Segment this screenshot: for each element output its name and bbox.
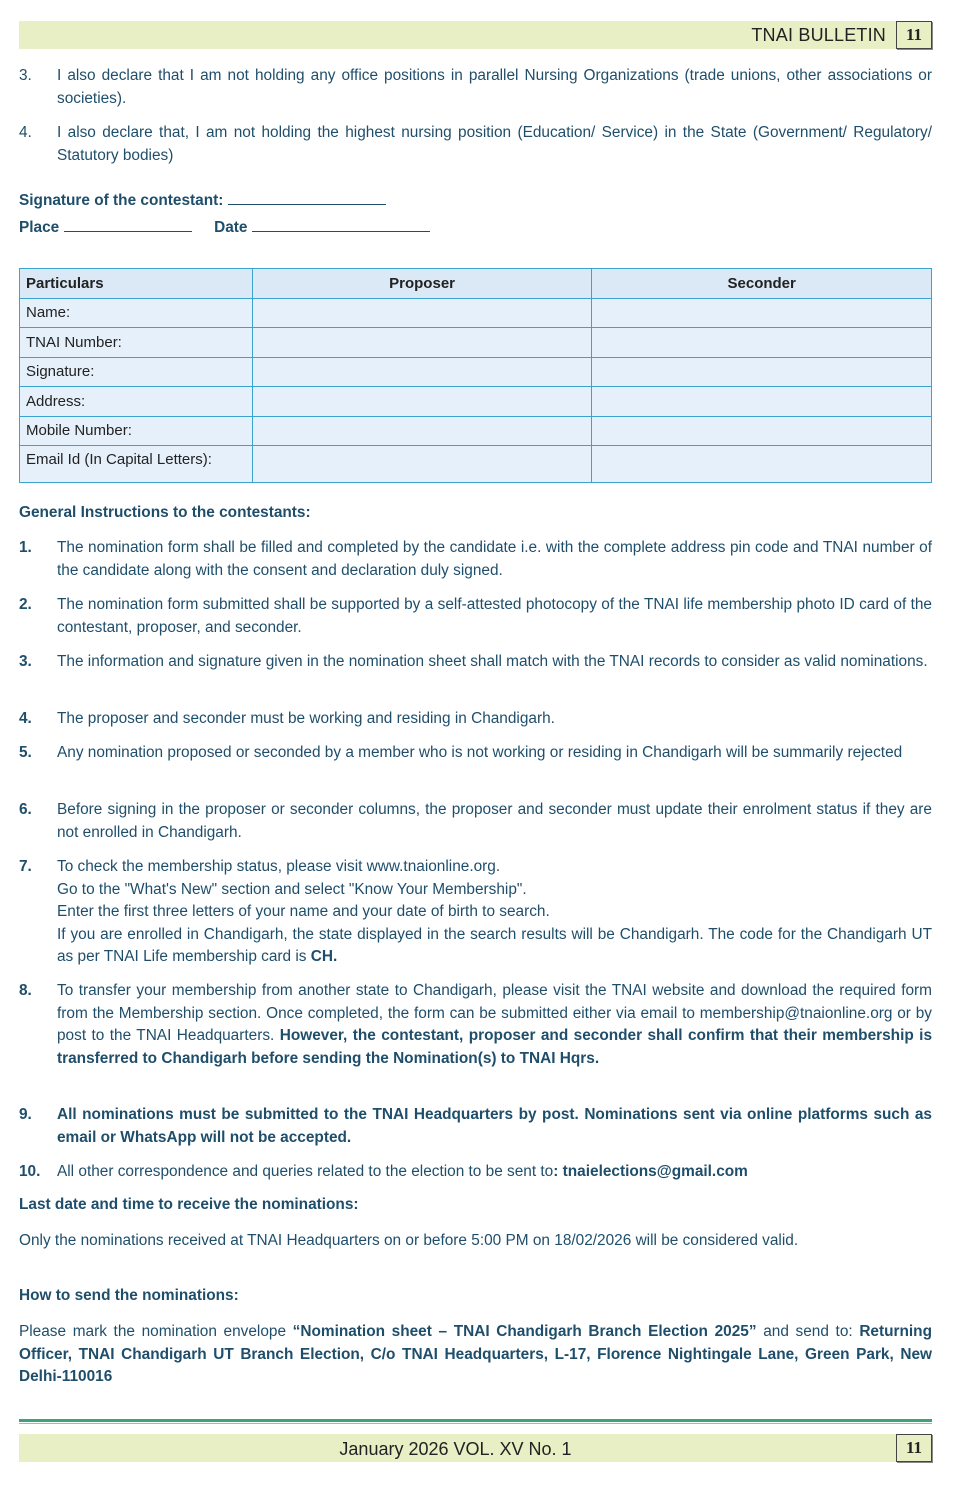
column-header-proposer: Proposer (252, 269, 592, 299)
instruction-text: Before signing in the proposer or seconder columns, the proposer and seconder must update their enrolment status if they are not enrolled in Chandigarh. (57, 801, 932, 841)
instruction-item (19, 742, 932, 765)
contestant-signature-label: Signature of the contestant: (19, 192, 224, 209)
instruction-text: The nomination form submitted shall be supported by a self-attested photocopy of the TNAI life membership photo ID card of the contestant, proposer, and seconder. (57, 596, 932, 636)
instruction-number: 6. (19, 801, 32, 818)
declaration-text: I also declare that I am not holding any office positions in parallel Nursing Organizations (trade unions, other associations or societies). (57, 67, 932, 107)
returning-officer-address: Returning Officer, TNAI Chandigarh UT Branch Election, C/o TNAI Headquarters, L-17, Florence Nightingale Lane, Green Park, New Delhi-110016 (19, 1323, 932, 1385)
seconder-cell[interactable] (592, 446, 932, 483)
instruction-number: 3. (19, 653, 32, 670)
proposer-seconder-table (19, 268, 932, 483)
header-band (19, 21, 932, 49)
date-label: Date (214, 219, 248, 236)
instruction-text: Any nomination proposed or seconded by a member who is not working or residing in Chandigarh will be summarily rejected (57, 744, 903, 761)
declaration-item (19, 122, 932, 167)
footer-band (19, 1434, 932, 1462)
table-row (20, 328, 932, 358)
table-row (20, 298, 932, 328)
proposer-cell[interactable] (252, 357, 592, 387)
publication-title: TNAI BULLETIN (751, 25, 886, 45)
table-row (20, 387, 932, 417)
membership-check-line: To check the membership status, please visit www.tnaionline.org. (57, 858, 501, 875)
instruction-number: 1. (19, 539, 32, 556)
instruction-text: The information and signature given in the nomination sheet shall match with the TNAI records to consider as valid nominations. (57, 653, 928, 670)
declaration-number: 4. (19, 124, 32, 141)
instruction-item (19, 856, 932, 969)
send-to-text: and send to: (756, 1323, 853, 1340)
declaration-number: 3. (19, 67, 32, 84)
instruction-number: 4. (19, 710, 32, 727)
transfer-bold-note: However, the contestant, proposer and seconder shall confirm that their membership is transferred to Chandigarh before sending the Nomination(s) to TNAI Hqrs. (57, 1027, 933, 1067)
correspondence-text: All other correspondence and queries related to the election to be sent to (57, 1163, 554, 1180)
date-field[interactable] (252, 218, 430, 232)
place-date-line (19, 218, 430, 237)
table-row (20, 357, 932, 387)
row-label: Address: (20, 387, 253, 417)
last-date-text: Only the nominations received at TNAI Headquarters on or before 5:00 PM on 18/02/2026 will be considered valid. (19, 1232, 799, 1249)
instruction-number: 7. (19, 858, 32, 875)
instruction-text (57, 980, 932, 1070)
instruction-number: 10. (19, 1163, 41, 1180)
membership-check-line: Enter the first three letters of your name and your date of birth to search. (57, 903, 550, 920)
instructions-heading: General Instructions to the contestants: (19, 504, 311, 521)
place-field[interactable] (64, 218, 192, 232)
row-label: TNAI Number: (20, 328, 253, 358)
instruction-number: 5. (19, 744, 32, 761)
instruction-item (19, 1104, 932, 1149)
proposer-cell[interactable] (252, 328, 592, 358)
instruction-text: All nominations must be submitted to the TNAI Headquarters by post. Nominations sent via online platforms such as email or WhatsApp will not be accepted. (57, 1106, 932, 1146)
table-row (20, 446, 932, 483)
instruction-number: 8. (19, 982, 32, 999)
membership-check-line: Go to the "What's New" section and select "Know Your Membership". (57, 880, 527, 898)
row-label: Signature: (20, 357, 253, 387)
instruction-item (19, 980, 932, 1070)
instruction-item (19, 594, 932, 639)
row-label: Mobile Number: (20, 416, 253, 446)
contestant-signature-line (19, 191, 386, 210)
proposer-cell[interactable] (252, 416, 592, 446)
issue-info: January 2026 VOL. XV No. 1 (339, 1439, 572, 1459)
last-date-heading: Last date and time to receive the nominations: (19, 1196, 359, 1213)
instruction-item (19, 537, 932, 582)
envelope-instruction: Please mark the nomination envelope (19, 1323, 293, 1340)
table-header-row (20, 269, 932, 299)
how-to-send-heading: How to send the nominations: (19, 1287, 239, 1304)
instruction-item (19, 708, 932, 731)
place-label: Place (19, 219, 60, 236)
column-header-seconder: Seconder (592, 269, 932, 299)
seconder-cell[interactable] (592, 328, 932, 358)
proposer-cell[interactable] (252, 446, 592, 483)
instruction-text (57, 1161, 932, 1184)
proposer-cell[interactable] (252, 298, 592, 328)
election-email-link[interactable]: : tnaielections@gmail.com (553, 1163, 748, 1180)
column-header-particulars: Particulars (20, 269, 253, 299)
transfer-text: To transfer your membership from another state to Chandigarh, please visit the TNAI website and download the required form from the Membership section. Once completed, the form can be submitted either via email to membership@tnaionline.org or by post to the TNAI Headquarters. (57, 982, 932, 1044)
instruction-text: The proposer and seconder must be working and residing in Chandigarh. (57, 710, 555, 727)
seconder-cell[interactable] (592, 298, 932, 328)
instruction-text: The nomination form shall be filled and completed by the candidate i.e. with the complete address pin code and TNAI number of the candidate along with the consent and declaration duly signed. (57, 539, 932, 579)
row-label: Email Id (In Capital Letters): (20, 446, 253, 483)
contestant-signature-field[interactable] (228, 191, 386, 205)
instruction-text (57, 856, 932, 969)
proposer-cell[interactable] (252, 387, 592, 417)
instruction-item (19, 1161, 932, 1184)
envelope-label: “Nomination sheet – TNAI Chandigarh Branch Election 2025” (292, 1323, 757, 1340)
seconder-cell[interactable] (592, 357, 932, 387)
seconder-cell[interactable] (592, 416, 932, 446)
footer-page-number-badge: 11 (896, 1434, 932, 1462)
instruction-number: 9. (19, 1106, 32, 1123)
membership-check-text: If you are enrolled in Chandigarh, the state displayed in the search results will be Chandigarh. The code for the Chandigarh UT as per TNAI Life membership card is (57, 925, 932, 965)
instruction-item (19, 799, 932, 844)
seconder-cell[interactable] (592, 387, 932, 417)
instruction-item (19, 651, 932, 674)
declaration-item (19, 65, 932, 110)
table-row (20, 416, 932, 446)
how-to-send-text (19, 1321, 932, 1389)
footer-divider-thin (19, 1423, 932, 1424)
row-label: Name: (20, 298, 253, 328)
page-number-badge: 11 (896, 21, 932, 49)
declaration-text: I also declare that, I am not holding the highest nursing position (Education/ Service) in the State (Government/ Regulatory/ Statutory bodies) (57, 124, 932, 164)
footer-divider (19, 1419, 932, 1422)
membership-check-line (57, 924, 932, 969)
instruction-number: 2. (19, 596, 32, 613)
state-code: CH. (310, 948, 338, 965)
